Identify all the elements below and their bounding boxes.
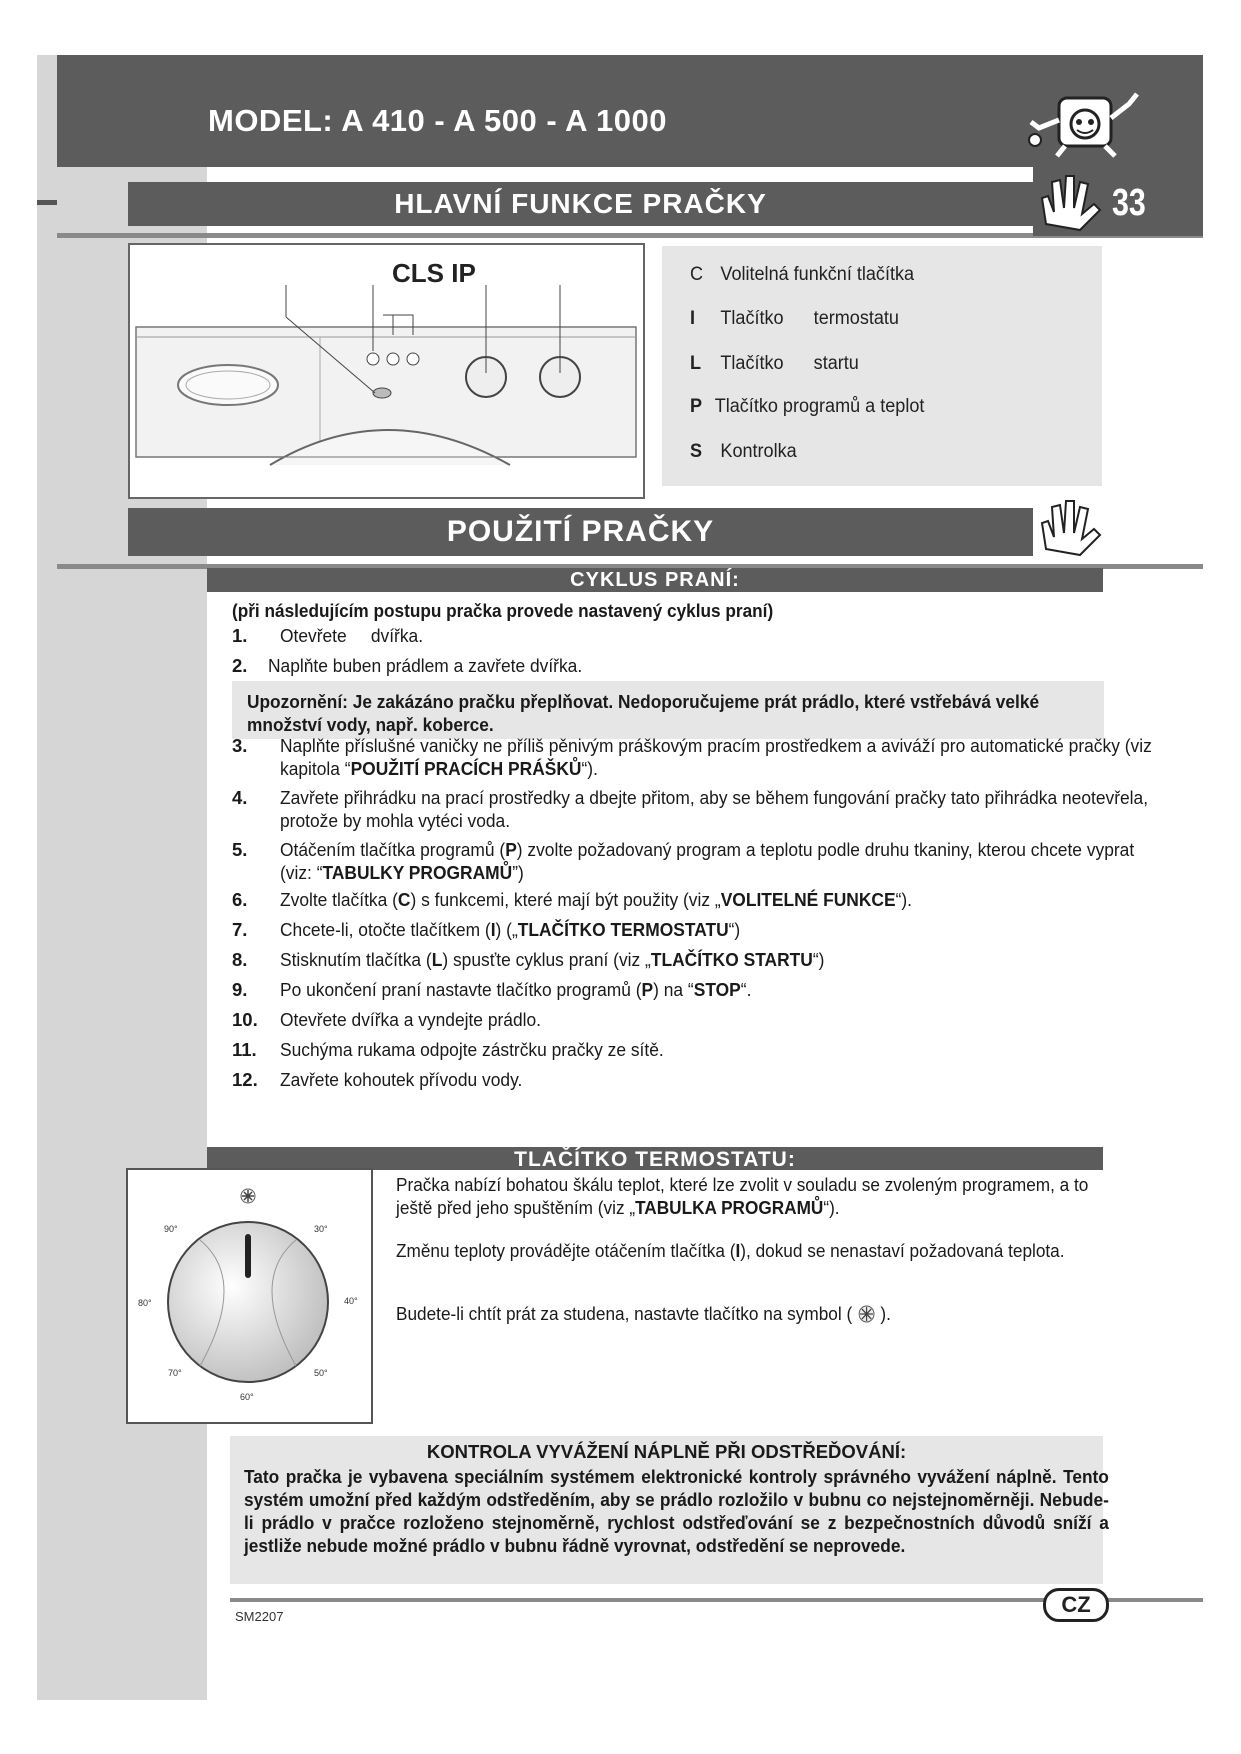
text-run: “).: [895, 889, 912, 910]
step-number: 4.: [232, 787, 248, 808]
step-text: [280, 888, 1154, 911]
control-panel-drawing: [130, 245, 641, 495]
instruction-step: [232, 838, 1135, 884]
text-run: Po ukončení praní nastavte tlačítko programů (: [280, 979, 642, 1000]
step-text: [280, 1038, 1154, 1061]
instruction-step: [232, 888, 1112, 911]
step-text: [280, 838, 1154, 884]
bold-reference: TLAČÍTKO TERMOSTATU: [517, 919, 729, 940]
legend-key: P: [690, 396, 703, 417]
instruction-step: [232, 918, 1112, 941]
dial-label-60: 60°: [240, 1392, 254, 1402]
bold-reference: I: [735, 1240, 741, 1261]
legend-text: Tlačítko programů a teplot: [714, 396, 925, 417]
instruction-step: [232, 734, 1152, 780]
dial-label-80: 80°: [138, 1298, 152, 1308]
step-number: 5.: [232, 839, 248, 860]
step-number: 12.: [232, 1069, 258, 1090]
text-run: Změnu teploty provádějte otáčením tlačítka (: [396, 1240, 736, 1261]
snowflake-icon: [241, 1189, 255, 1203]
step-number: 1.: [232, 625, 248, 646]
text-run: Zvolte tlačítka (: [280, 889, 398, 910]
text-run: “): [812, 949, 825, 970]
step-number: 11.: [232, 1039, 257, 1060]
text-run: “): [728, 919, 741, 940]
washing-machine-mascot-logo: [1025, 90, 1145, 160]
text-run: ”): [512, 862, 524, 883]
panel-legend: [662, 246, 1102, 486]
text-run: “).: [581, 758, 598, 779]
legend-text: Volitelná funkční tlačítka: [720, 264, 915, 285]
thermostat-paragraph-3-text: Budete-li chtít prát za studena, nastavte tlačítko na symbol (: [396, 1303, 853, 1324]
language-badge: CZ: [1043, 1588, 1109, 1622]
thermostat-paragraph-3-end: ).: [880, 1303, 891, 1324]
step-text: [280, 734, 1154, 780]
text-run: Naplňte příslušné vaničky ne příliš pěnivým práškovým pracím prostředkem a aviváží pro automatické pračky (viz kapitola “: [280, 735, 1152, 779]
legend-text: Tlačítko termostatu: [720, 308, 899, 329]
legend-text: Tlačítko startu: [720, 353, 859, 374]
text-run: ), dokud se nenastaví požadovaná teplota.: [740, 1240, 1065, 1261]
legend-row: [690, 441, 797, 463]
model-title: MODEL: A 410 - A 500 - A 1000: [208, 103, 667, 138]
bold-reference: I: [490, 919, 496, 940]
text-run: Naplňte buben prádlem a zavřete dvířka.: [268, 655, 583, 676]
text-run: ) spusťte cyklus praní (viz „: [442, 949, 651, 970]
instruction-step: [232, 624, 1112, 647]
bold-reference: TLAČÍTKO STARTU: [650, 949, 813, 970]
dial-label-50: 50°: [314, 1368, 328, 1378]
section-title-usage: POUŽITÍ PRAČKY: [128, 508, 1033, 556]
dial-label-40: 40°: [344, 1296, 358, 1306]
snowflake-icon: [857, 1304, 876, 1324]
legend-row: [690, 396, 924, 418]
warning-text: Upozornění: Je zakázáno pračku přeplňovat. Nedoporučujeme prát prádlo, které vstřebává velké množství vody, např. koberce.: [247, 691, 1040, 735]
text-run: Stisknutím tlačítka (: [280, 949, 432, 970]
legend-row: [690, 308, 899, 330]
cycle-intro: (při následujícím postupu pračka provede nastavený cyklus praní): [232, 600, 774, 621]
dial-label-90: 90°: [164, 1224, 178, 1234]
step-text: [280, 1068, 1154, 1091]
instruction-step: [232, 948, 1112, 971]
step-text: [280, 1008, 1154, 1031]
section-title-main-functions: HLAVNÍ FUNKCE PRAČKY: [128, 182, 1033, 226]
text-run: Otevřete dvířka a vyndejte prádlo.: [280, 1009, 541, 1030]
text-run: Chcete-li, otočte tlačítkem (: [280, 919, 491, 940]
step-text: [280, 624, 1154, 647]
instruction-step: [232, 654, 1112, 677]
step-number: 6.: [232, 889, 248, 910]
dial-label-70: 70°: [168, 1368, 182, 1378]
thermostat-paragraph-1: [396, 1173, 1103, 1219]
step-text: [280, 786, 1154, 832]
step-text: [280, 978, 1154, 1001]
text-run: Suchýma rukama odpojte zástrčku pračky ze sítě.: [280, 1039, 664, 1060]
step-number: 9.: [232, 979, 248, 1000]
step-number: 2.: [232, 655, 248, 676]
instruction-step: [232, 1038, 1112, 1061]
instruction-step: [232, 978, 1112, 1001]
bold-reference: P: [641, 979, 654, 1000]
step-text: [280, 918, 1154, 941]
thermostat-paragraph-3: [396, 1302, 1103, 1325]
page-number: 33: [1112, 182, 1146, 224]
step-number: 10.: [232, 1009, 258, 1030]
subsection-title-thermostat: TLAČÍTKO TERMOSTATU:: [207, 1147, 1103, 1170]
document-code: SM2207: [235, 1609, 284, 1624]
legend-key: L: [690, 353, 702, 374]
instruction-step: [232, 1068, 1112, 1091]
subsection-title-wash-cycle: CYKLUS PRANÍ:: [207, 568, 1103, 592]
text-run: Otevřete dvířka.: [280, 625, 424, 646]
balance-control-title: KONTROLA VYVÁŽENÍ NÁPLNĚ PŘI ODSTŘEĎOVÁNÍ:: [426, 1441, 907, 1462]
step-number: 7.: [232, 919, 248, 940]
bold-reference: L: [431, 949, 443, 970]
dial-label-30: 30°: [314, 1224, 328, 1234]
thermostat-paragraph-2: [396, 1239, 1103, 1262]
bold-reference: TABULKY PROGRAMŮ: [322, 862, 513, 883]
step-text: [268, 654, 1142, 677]
bold-reference: P: [505, 839, 517, 860]
hand-icon: [1036, 168, 1106, 234]
legend-text: Kontrolka: [720, 441, 797, 462]
text-run: ) s funkcemi, které mají být použity (viz „: [410, 889, 721, 910]
hand-icon: [1036, 493, 1106, 559]
legend-key: C: [690, 264, 704, 285]
text-run: ) na “: [653, 979, 694, 1000]
step-text: [280, 948, 1154, 971]
margin-dash: [37, 200, 57, 205]
text-run: Zavřete přihrádku na prací prostředky a dbejte přitom, aby se během fungování pračky tato přihrádka neotevřela, protože by mohla vytéci voda.: [280, 787, 1149, 831]
text-run: ) zvolte požadovaný program a teplotu podle druhu tkaniny, kterou chcete vyprat (viz: “: [280, 839, 1135, 883]
text-run: “.: [740, 979, 752, 1000]
text-run: ) („: [495, 919, 518, 940]
legend-row: [690, 353, 859, 375]
panel-callout-label: CLS IP: [392, 258, 476, 288]
legend-row: [690, 264, 914, 286]
step-number: 8.: [232, 949, 248, 970]
bold-reference: C: [397, 889, 411, 910]
legend-key: S: [690, 441, 703, 462]
legend-key: I: [690, 308, 696, 329]
text-run: Pračka nabízí bohatou škálu teplot, které lze zvolit v souladu se zvoleným programem, a to ještě před jeho spuštěním (viz „: [396, 1174, 1089, 1218]
divider: [57, 233, 1203, 238]
instruction-step: [232, 1008, 1112, 1031]
balance-control-text: Tato pračka je vybavena speciálním systémem elektronické kontroly správného vyvážení náplně. Tento systém umožní před každým odstředěním, aby se prádlo rozložilo v bubnu co nejstejnoměrněji. Nebude-li prádlo v pračce rozloženo stejnoměrně, rychlost odstřeďování se z bezpečnostních důvodů sníží a jestliže nebude možné prádlo v bubnu řádně vyrovnat, odstředění se neprovede.: [244, 1466, 1109, 1556]
thermostat-dial-drawing: [128, 1170, 371, 1422]
step-number: 3.: [232, 735, 248, 756]
instruction-step: [232, 786, 1149, 832]
bold-reference: VOLITELNÉ FUNKCE: [720, 889, 896, 910]
bold-reference: POUŽITÍ PRACÍCH PRÁŠKŮ: [350, 758, 582, 779]
text-run: “).: [823, 1197, 840, 1218]
bold-reference: STOP: [693, 979, 741, 1000]
bold-reference: TABULKA PROGRAMŮ: [635, 1197, 824, 1218]
text-run: Otáčením tlačítka programů (: [280, 839, 506, 860]
text-run: Zavřete kohoutek přívodu vody.: [280, 1069, 523, 1090]
